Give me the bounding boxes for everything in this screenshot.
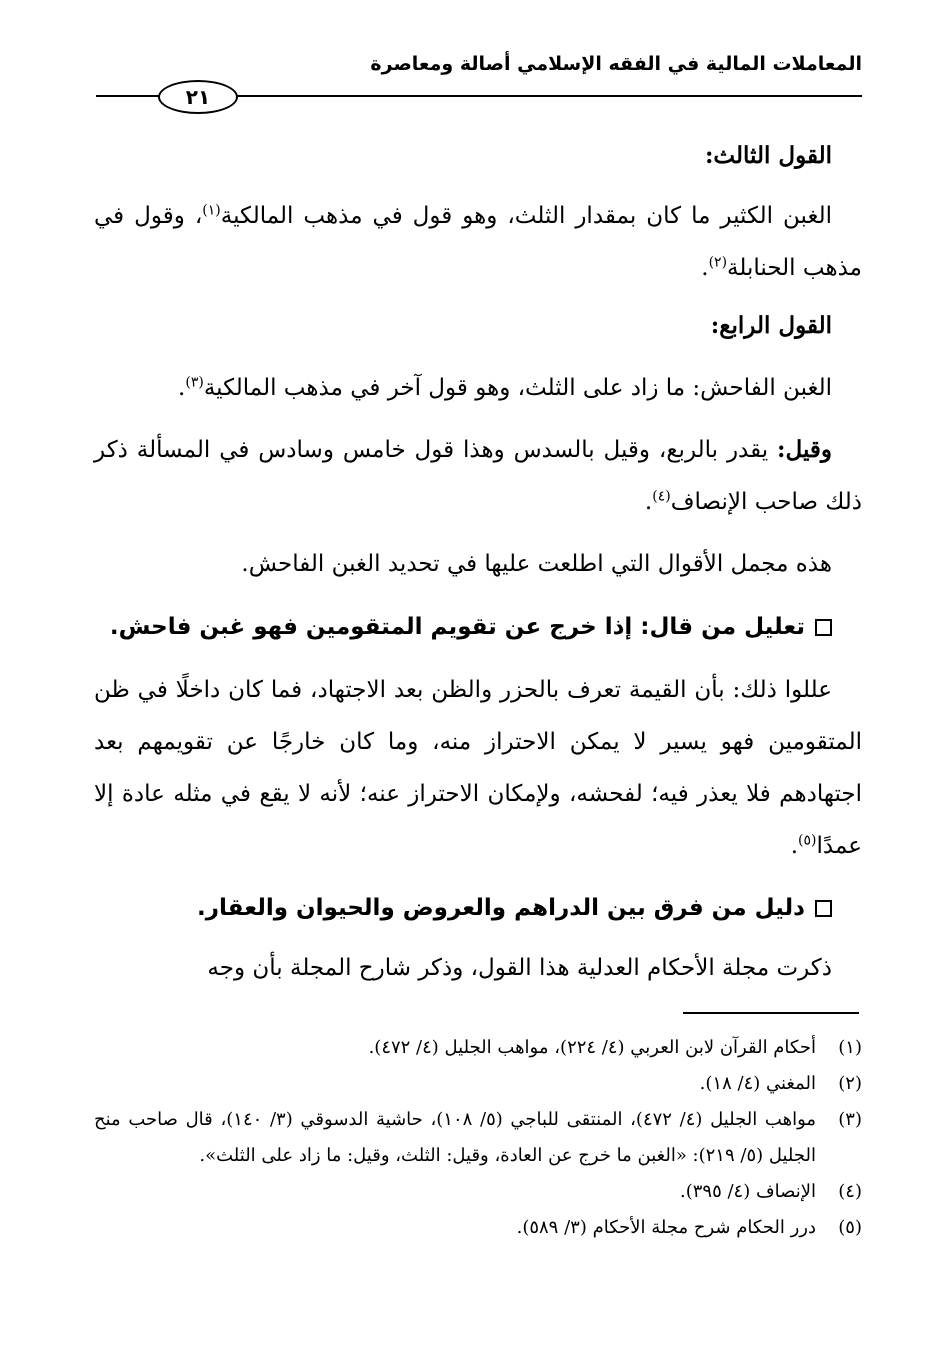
footnote-ref-5: (٥) [798,832,817,849]
heading-reasoning-text: تعليل من قال: إذا خرج عن تقويم المتقومين فهو غبن فاحش. [109,614,805,640]
footnote-text: درر الحكام شرح مجلة الأحكام (٣/ ٥٨٩). [516,1217,816,1238]
section3-text-a: الغبن الكثير ما كان بمقدار الثلث، وهو قول في مذهب المالكية [220,203,832,229]
footnote-number: (٤) [838,1181,862,1202]
section3-paragraph [94,190,862,294]
footnote-ref-3: (٣) [185,374,204,391]
section4-paragraph [94,362,862,414]
heading-evidence [197,888,832,928]
footnote-5 [94,1210,862,1246]
square-bullet-icon [815,900,832,917]
qil-text-b: . [644,489,653,515]
footnote-text: المغني (٤/ ١٨). [699,1073,816,1094]
footnote-text: مواهب الجليل (٤/ ٤٧٢)، المنتقى للباجي (٥/ ١٠٨)، حاشية الدسوقي (٣/ ١٤٠)، قال صاحب منح الجليل (٥/ ٢١٩): «الغبن ما خرج عن العادة، وقيل: الثلث، وقيل: ما زاد على الثلث». [94,1109,817,1166]
reasoning-paragraph [94,664,862,872]
footnote-1 [94,1030,862,1066]
section3-title: القول الثالث: [704,142,832,169]
footnote-4 [94,1174,862,1210]
page-number: ٢١ [158,80,238,114]
heading-evidence-text: دليل من فرق بين الدراهم والعروض والحيوان والعقار. [197,895,805,921]
qil-label: وقيل: [777,436,832,463]
summary-paragraph: هذه مجمل الأقوال التي اطلعت عليها في تحديد الغبن الفاحش. [241,551,832,577]
footnote-number: (٣) [838,1109,862,1130]
section4-title: القول الرابع: [710,312,832,339]
footnote-rule [683,1012,859,1014]
footnote-3 [94,1102,862,1174]
running-title: المعاملات المالية في الفقه الإسلامي أصالة ومعاصرة [370,53,862,75]
footnote-number: (١) [838,1037,862,1058]
section4-text-a: الغبن الفاحش: ما زاد على الثلث، وهو قول آخر في مذهب المالكية [203,375,832,401]
reasoning-text-b: . [790,833,799,859]
section3-text-b: ، وقول في مذهب الحنابلة [94,203,862,281]
square-bullet-icon [815,619,832,636]
footnote-2 [94,1066,862,1102]
footnote-ref-1: (١) [202,202,221,219]
footnote-ref-2: (٢) [708,254,728,271]
footnote-text: أحكام القرآن لابن العربي (٤/ ٢٢٤)، مواهب الجليل (٤/ ٤٧٢). [368,1037,816,1058]
footnote-number: (٢) [838,1073,862,1094]
footnote-text: الإنصاف (٤/ ٣٩٥). [679,1181,816,1202]
footnote-ref-4: (٤) [652,488,671,505]
footnotes [94,1030,862,1246]
qil-text-a: يقدر بالربع، وقيل بالسدس وهذا قول خامس وسادس في المسألة ذكر ذلك صاحب الإنصاف [94,437,862,515]
section3-text-c: . [701,255,709,281]
footnote-number: (٥) [838,1217,862,1238]
closing-paragraph: ذكرت مجلة الأحكام العدلية هذا القول، وذكر شارح المجلة بأن وجه [207,955,832,981]
reasoning-text-a: عللوا ذلك: بأن القيمة تعرف بالحزر والظن بعد الاجتهاد، فما كان داخلًا في ظن المتقومين فهو يسير لا يمكن الاحتراز منه، وما كان خارجًا عن تقويمهم بعد اجتهادهم فلا يعذر فيه؛ لفحشه، ولإمكان الاحتراز عنه؛ لأنه لا يقع في مثله عادة إلا عمدًا [94,677,862,859]
heading-reasoning [110,607,832,647]
qil-paragraph [94,424,862,528]
section4-text-b: . [178,375,186,401]
